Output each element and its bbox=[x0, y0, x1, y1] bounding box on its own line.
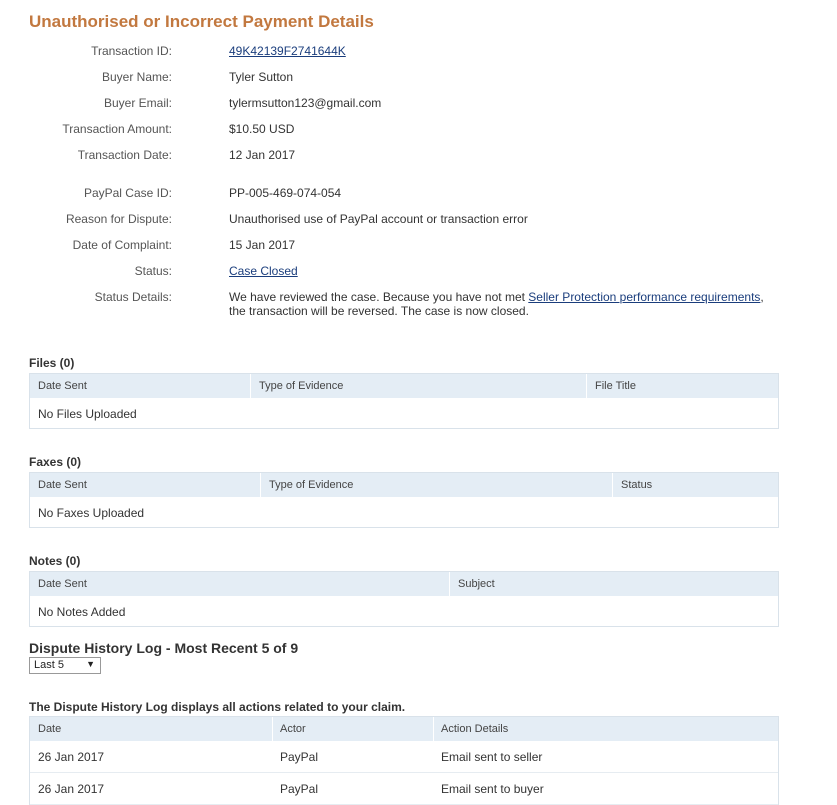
chevron-down-icon: ▼ bbox=[86, 659, 95, 669]
detail-label: Buyer Name: bbox=[101, 70, 172, 84]
column-header: Action Details bbox=[441, 723, 509, 735]
detail-row-case-id bbox=[0, 186, 800, 206]
detail-value: 12 Jan 2017 bbox=[229, 148, 296, 162]
history-heading: Dispute History Log - Most Recent 5 of 9 bbox=[29, 640, 299, 656]
history-table-header bbox=[30, 717, 778, 741]
faxes-empty-row bbox=[30, 497, 778, 527]
page-title: Unauthorised or Incorrect Payment Details bbox=[29, 12, 374, 31]
detail-row-transaction-date bbox=[0, 148, 800, 168]
column-header: Date Sent bbox=[38, 479, 87, 491]
table-row bbox=[30, 773, 778, 805]
history-actor: PayPal bbox=[280, 750, 319, 764]
detail-label: Transaction Date: bbox=[77, 148, 172, 162]
detail-value: $10.50 USD bbox=[229, 122, 295, 136]
detail-value: 15 Jan 2017 bbox=[229, 238, 296, 252]
files-table bbox=[29, 373, 779, 429]
detail-row-transaction-id bbox=[0, 44, 800, 64]
detail-label: Buyer Email: bbox=[103, 96, 172, 110]
detail-value: Tyler Sutton bbox=[229, 70, 294, 84]
detail-label: Status: bbox=[134, 264, 172, 278]
history-date: 26 Jan 2017 bbox=[38, 750, 105, 764]
transaction-id-link[interactable]: 49K42139F2741644K bbox=[229, 44, 346, 58]
empty-message: No Notes Added bbox=[38, 605, 126, 619]
column-header: Subject bbox=[458, 578, 495, 590]
detail-row-buyer-email bbox=[0, 96, 800, 116]
notes-heading: Notes (0) bbox=[29, 554, 81, 568]
detail-label: Transaction ID: bbox=[91, 44, 172, 58]
detail-label: Date of Complaint: bbox=[72, 238, 172, 252]
detail-row-buyer-name bbox=[0, 70, 800, 90]
history-actor: PayPal bbox=[280, 782, 319, 796]
status-details-text bbox=[229, 290, 789, 318]
seller-protection-link[interactable]: Seller Protection performance requirements bbox=[528, 290, 761, 304]
detail-value: Unauthorised use of PayPal account or transaction error bbox=[229, 212, 528, 226]
history-date: 26 Jan 2017 bbox=[38, 782, 105, 796]
table-row bbox=[30, 741, 778, 773]
empty-message: No Faxes Uploaded bbox=[38, 506, 145, 520]
detail-row-status bbox=[0, 264, 800, 284]
detail-row-complaint-date bbox=[0, 238, 800, 258]
history-action: Email sent to buyer bbox=[441, 782, 544, 796]
detail-row-reason bbox=[0, 212, 800, 232]
notes-table-header bbox=[30, 572, 778, 596]
history-table bbox=[29, 716, 779, 805]
history-range-value: Last 5 bbox=[34, 659, 64, 671]
history-description: The Dispute History Log displays all actions related to your claim. bbox=[29, 700, 406, 714]
column-header: Date Sent bbox=[38, 380, 87, 392]
empty-message: No Files Uploaded bbox=[38, 407, 137, 421]
detail-label: Transaction Amount: bbox=[62, 122, 172, 136]
detail-label: Reason for Dispute: bbox=[65, 212, 172, 226]
detail-row-status-details bbox=[0, 290, 800, 320]
detail-row-transaction-amount bbox=[0, 122, 800, 142]
case-status-link[interactable]: Case Closed bbox=[229, 264, 298, 278]
notes-table bbox=[29, 571, 779, 627]
status-details-text-after: , bbox=[760, 290, 764, 304]
notes-empty-row bbox=[30, 596, 778, 626]
detail-value: tylermsutton123@gmail.com bbox=[229, 96, 382, 110]
history-action: Email sent to seller bbox=[441, 750, 543, 764]
history-range-select[interactable] bbox=[29, 657, 101, 674]
column-header: Type of Evidence bbox=[259, 380, 344, 392]
column-header: Actor bbox=[280, 723, 306, 735]
faxes-table bbox=[29, 472, 779, 528]
files-table-header bbox=[30, 374, 778, 398]
faxes-heading: Faxes (0) bbox=[29, 455, 82, 469]
status-details-line2: the transaction will be reversed. The case is now closed. bbox=[229, 304, 529, 318]
column-header: File Title bbox=[595, 380, 636, 392]
detail-value: PP-005-469-074-054 bbox=[229, 186, 342, 200]
files-empty-row bbox=[30, 398, 778, 428]
files-heading: Files (0) bbox=[29, 356, 75, 370]
detail-label: PayPal Case ID: bbox=[83, 186, 172, 200]
faxes-table-header bbox=[30, 473, 778, 497]
status-details-text-before: We have reviewed the case. Because you have not met bbox=[229, 290, 529, 304]
column-header: Type of Evidence bbox=[269, 479, 354, 491]
column-header: Date Sent bbox=[38, 578, 87, 590]
column-header: Status bbox=[621, 479, 653, 491]
detail-label: Status Details: bbox=[94, 290, 172, 304]
column-header: Date bbox=[38, 723, 62, 735]
